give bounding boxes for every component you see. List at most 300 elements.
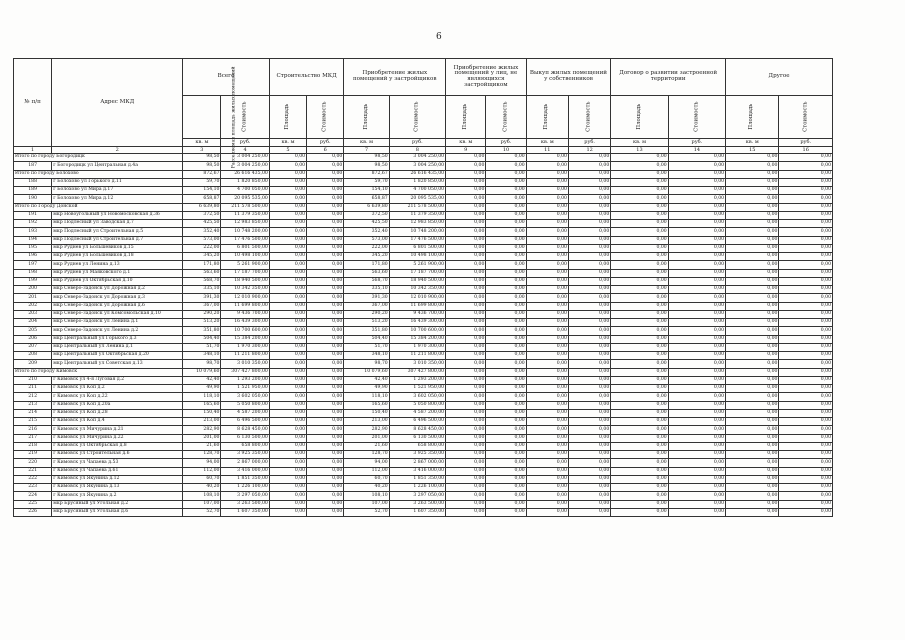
developer-area-cell: 872,67 [344,170,389,178]
unit-cost: руб. [389,139,445,147]
cost-cell: 0,00 [486,277,526,285]
developer-area-cell: 513,20 [344,319,389,327]
cost-cell: 0,00 [568,451,610,459]
resettled-area-cell: 6 639,80 [183,203,221,211]
developer-area-cell: 60,70 [344,475,389,483]
unit-area: кв. м [183,139,221,147]
area-cell: 0,00 [726,385,779,393]
developer-area-cell: 425,50 [344,220,389,228]
developer-cost-cell: 1 851 350,00 [389,475,445,483]
subtotal-label: Итого по городу Кимовск [14,368,183,376]
developer-cost-cell: 1 970 300,00 [389,343,445,351]
cost-cell: 0,00 [779,343,833,351]
address-cell: мкр Центральный ул Советская д.13 [52,360,183,368]
resettled-area-cell: 658,87 [183,195,221,203]
construction-cost-cell: 0,00 [307,508,344,516]
resettled-area-cell: 107,00 [183,500,221,508]
developer-cost-cell: 3 297 050,00 [389,492,445,500]
total-cost-cell: 3 010 350,00 [221,360,269,368]
area-cell: 0,00 [446,418,486,426]
row-number: 206 [14,335,52,343]
subtotal-row [14,203,833,211]
cost-cell: 0,00 [486,418,526,426]
cost-cell: 0,00 [568,467,610,475]
resettled-area-cell: 59,70 [183,178,221,186]
area-cell: 0,00 [526,467,568,475]
developer-cost-cell: 17 476 500,00 [389,236,445,244]
area-cell: 0,00 [526,434,568,442]
header-total: Всего [183,59,270,96]
total-cost-cell: 15 384 200,00 [221,335,269,343]
construction-cost-cell: 0,00 [307,475,344,483]
construction-area-cell: 0,00 [269,253,306,261]
developer-area-cell: 98,50 [344,162,389,170]
cost-cell: 0,00 [668,162,725,170]
cost-cell: 0,00 [779,244,833,252]
area-cell: 0,00 [611,236,668,244]
total-cost-cell: 3 004 250,00 [221,162,269,170]
cost-cell: 0,00 [568,253,610,261]
cost-cell: 0,00 [568,302,610,310]
construction-cost-cell: 0,00 [307,286,344,294]
table-row [14,467,833,475]
cost-cell: 0,00 [668,211,725,219]
table-row [14,426,833,434]
address-cell: г Кимовск ул Коп д.20а [52,401,183,409]
cost-cell: 0,00 [668,360,725,368]
construction-cost-cell: 0,00 [307,294,344,302]
cost-cell: 0,00 [779,228,833,236]
construction-cost-cell: 0,00 [307,253,344,261]
resettled-area-cell: 367,00 [183,302,221,310]
address-cell: г Кимовск ул Якунина д.2 [52,492,183,500]
area-cell: 0,00 [446,484,486,492]
construction-area-cell: 0,00 [269,261,306,269]
area-cell: 0,00 [446,277,486,285]
construction-area-cell: 0,00 [269,467,306,475]
cost-cell: 0,00 [486,409,526,417]
page-number: 6 [436,32,442,42]
area-cell: 0,00 [526,451,568,459]
address-cell: мкр Брусяный ул Угольная д.6 [52,508,183,516]
resettled-area-cell: 282,90 [183,426,221,434]
cost-cell: 0,00 [568,162,610,170]
cost-cell: 0,00 [779,253,833,261]
address-cell: мкр Северо-Задонск ул Ленина д.2 [52,327,183,335]
cost-cell: 0,00 [486,261,526,269]
table-row [14,376,833,384]
row-number: 217 [14,434,52,442]
subtotal-label: Итого по Городу Донской [14,203,183,211]
cost-cell: 0,00 [486,294,526,302]
cost-cell: 0,00 [486,187,526,195]
developer-cost-cell: 3 010 350,00 [389,360,445,368]
resettled-area-cell: 504,40 [183,335,221,343]
address-cell: мкр Руднев ул Ленина д.13 [52,261,183,269]
cost-cell: 0,00 [779,302,833,310]
developer-cost-cell: 26 616 435,00 [389,170,445,178]
area-cell: 0,00 [726,401,779,409]
total-cost-cell: 16 439 300,00 [221,319,269,327]
address-cell: г Кимовск ул Мичурина д.21 [52,426,183,434]
header-buyout: Выкуп жилых помещений у собственников [526,59,611,96]
area-cell: 0,00 [446,409,486,417]
table-row [14,409,833,417]
header-area: Площадь [446,96,486,139]
row-number: 218 [14,442,52,450]
area-cell: 0,00 [611,343,668,351]
developer-cost-cell: 16 439 300,00 [389,319,445,327]
cost-cell: 0,00 [668,220,725,228]
cost-cell: 0,00 [486,442,526,450]
construction-cost-cell: 0,00 [307,319,344,327]
area-cell: 0,00 [526,492,568,500]
subtotal-label: Итого по городу Болохово [14,170,183,178]
cost-cell: 0,00 [779,277,833,285]
table-row [14,393,833,401]
table-row [14,211,833,219]
resettled-area-cell: 98,70 [183,360,221,368]
resettled-area-cell: 52,70 [183,508,221,516]
column-number: 14 [668,147,725,154]
construction-cost-cell: 0,00 [307,500,344,508]
construction-area-cell: 0,00 [269,228,306,236]
row-number: 212 [14,393,52,401]
cost-cell: 0,00 [668,269,725,277]
header-development-contract: Договор о развитии застроенной территории [611,59,726,96]
area-cell: 0,00 [726,286,779,294]
row-number: 200 [14,286,52,294]
area-cell: 0,00 [726,195,779,203]
resettled-area-cell: 10 079,60 [183,368,221,376]
table-row [14,434,833,442]
developer-cost-cell: 6 496 500,00 [389,418,445,426]
construction-cost-cell: 0,00 [307,269,344,277]
address-cell: г Кимовск ул Октябрьская д.8 [52,442,183,450]
total-cost-cell: 1 226 100,00 [221,484,269,492]
area-cell: 0,00 [611,244,668,252]
cost-cell: 0,00 [486,343,526,351]
row-number: 223 [14,484,52,492]
cost-cell: 0,00 [486,434,526,442]
construction-area-cell: 0,00 [269,500,306,508]
cost-cell: 0,00 [779,154,833,162]
construction-area-cell: 0,00 [269,508,306,516]
area-cell: 0,00 [726,500,779,508]
column-number: 15 [726,147,779,154]
construction-cost-cell: 0,00 [307,178,344,186]
cost-cell: 0,00 [486,170,526,178]
construction-cost-cell: 0,00 [307,442,344,450]
cost-cell: 0,00 [779,319,833,327]
unit-area: кв. м [446,139,486,147]
cost-cell: 0,00 [486,335,526,343]
row-number: 203 [14,310,52,318]
cost-cell: 0,00 [486,426,526,434]
subtotal-row [14,368,833,376]
resettled-area-cell: 201,00 [183,434,221,442]
area-cell: 0,00 [726,343,779,351]
cost-cell: 0,00 [779,335,833,343]
developer-area-cell: 21,60 [344,442,389,450]
area-cell: 0,00 [446,459,486,467]
area-cell: 0,00 [726,269,779,277]
table-row [14,508,833,516]
developer-area-cell: 52,70 [344,508,389,516]
developer-cost-cell: 11 699 800,00 [389,302,445,310]
resettled-area-cell: 872,67 [183,170,221,178]
developer-area-cell: 51,70 [344,343,389,351]
developer-area-cell: 6 639,80 [344,203,389,211]
area-cell: 0,00 [726,277,779,285]
area-cell: 0,00 [446,162,486,170]
total-cost-cell: 10 498 100,00 [221,253,269,261]
cost-cell: 0,00 [486,244,526,252]
developer-cost-cell: 11 379 350,00 [389,211,445,219]
developer-cost-cell: 3 004 250,00 [389,162,445,170]
row-number: 205 [14,327,52,335]
area-cell: 0,00 [611,442,668,450]
developer-area-cell: 118,10 [344,393,389,401]
table-row [14,343,833,351]
cost-cell: 0,00 [568,426,610,434]
construction-cost-cell: 0,00 [307,492,344,500]
total-cost-cell: 3 925 350,00 [221,451,269,459]
column-number: 1 [14,147,52,154]
unit-area: кв. м [344,139,389,147]
developer-area-cell: 40,20 [344,484,389,492]
cost-cell: 0,00 [779,426,833,434]
cost-cell: 0,00 [486,154,526,162]
cost-cell: 0,00 [668,327,725,335]
header-cost: Стоимость [486,96,526,139]
area-cell: 0,00 [446,352,486,360]
cost-cell: 0,00 [668,393,725,401]
resettlement-table [13,58,833,517]
cost-cell: 0,00 [668,228,725,236]
cost-cell: 0,00 [568,236,610,244]
cost-cell: 0,00 [779,170,833,178]
row-number: 214 [14,409,52,417]
developer-area-cell: 42,40 [344,376,389,384]
construction-cost-cell: 0,00 [307,220,344,228]
cost-cell: 0,00 [668,500,725,508]
area-cell: 0,00 [611,484,668,492]
developer-cost-cell: 11 211 800,00 [389,352,445,360]
resettled-area-cell: 49,90 [183,385,221,393]
resettled-area-cell: 573,00 [183,236,221,244]
cost-cell: 0,00 [486,492,526,500]
resettled-area-cell: 42,40 [183,376,221,384]
table-row [14,500,833,508]
area-cell: 0,00 [526,253,568,261]
total-cost-cell: 10 342 350,00 [221,286,269,294]
total-cost-cell: 2 867 000,00 [221,459,269,467]
cost-cell: 0,00 [779,500,833,508]
area-cell: 0,00 [611,459,668,467]
area-cell: 0,00 [611,451,668,459]
row-number: 221 [14,467,52,475]
area-cell: 0,00 [726,178,779,186]
cost-cell: 0,00 [779,418,833,426]
developer-area-cell: 345,20 [344,253,389,261]
resettled-area-cell: 372,50 [183,211,221,219]
resettled-area-cell: 352,40 [183,228,221,236]
unit-cost: руб. [307,139,344,147]
area-cell: 0,00 [446,426,486,434]
cost-cell: 0,00 [486,220,526,228]
row-number: 195 [14,244,52,252]
developer-cost-cell: 658 800,00 [389,442,445,450]
unit-cost: руб. [486,139,526,147]
total-cost-cell: 10 748 200,00 [221,228,269,236]
cost-cell: 0,00 [568,154,610,162]
developer-area-cell: 222,00 [344,244,389,252]
developer-cost-cell: 3 925 350,00 [389,451,445,459]
cost-cell: 0,00 [568,178,610,186]
table-row [14,327,833,335]
area-cell: 0,00 [446,451,486,459]
table-row [14,187,833,195]
cost-cell: 0,00 [779,467,833,475]
resettled-area-cell: 348,10 [183,352,221,360]
construction-area-cell: 0,00 [269,327,306,335]
area-cell: 0,00 [611,409,668,417]
total-cost-cell: 3 602 050,00 [221,393,269,401]
resettled-area-cell: 335,10 [183,286,221,294]
area-cell: 0,00 [526,343,568,351]
area-cell: 0,00 [446,253,486,261]
developer-cost-cell: 5 050 800,00 [389,401,445,409]
table-row [14,294,833,302]
total-cost-cell: 17 476 500,00 [221,236,269,244]
table-row [14,484,833,492]
area-cell: 0,00 [611,162,668,170]
cost-cell: 0,00 [668,418,725,426]
address-cell: мкр Центральный ул Октябрьская д.20 [52,352,183,360]
construction-cost-cell: 0,00 [307,187,344,195]
cost-cell: 0,00 [486,368,526,376]
developer-area-cell: 154,10 [344,187,389,195]
area-cell: 0,00 [726,162,779,170]
cost-cell: 0,00 [779,294,833,302]
construction-area-cell: 0,00 [269,492,306,500]
developer-area-cell: 348,10 [344,352,389,360]
area-cell: 0,00 [726,442,779,450]
construction-area-cell: 0,00 [269,343,306,351]
column-number: 4 [221,147,269,154]
developer-cost-cell: 1 521 950,00 [389,385,445,393]
table-row [14,286,833,294]
developer-area-cell: 352,40 [344,228,389,236]
header-other: Другое [726,59,833,96]
column-number: 13 [611,147,668,154]
area-cell: 0,00 [611,277,668,285]
construction-area-cell: 0,00 [269,484,306,492]
cost-cell: 0,00 [486,253,526,261]
row-number: 191 [14,211,52,219]
row-number: 198 [14,269,52,277]
area-cell: 0,00 [726,253,779,261]
construction-area-cell: 0,00 [269,302,306,310]
construction-area-cell: 0,00 [269,409,306,417]
cost-cell: 0,00 [668,335,725,343]
area-cell: 0,00 [611,220,668,228]
total-cost-cell: 12 010 900,00 [221,294,269,302]
area-cell: 0,00 [611,475,668,483]
header-num: № п/п [14,59,52,147]
cost-cell: 0,00 [486,269,526,277]
total-cost-cell: 26 616 435,00 [221,170,269,178]
address-cell: мкр Северо-Задонск ул Комсомольская д.10 [52,310,183,318]
subtotal-row [14,154,833,162]
developer-cost-cell: 307 427 800,00 [389,368,445,376]
area-cell: 0,00 [726,467,779,475]
cost-cell: 0,00 [568,170,610,178]
address-cell: г Болохово ул Мира д.12 [52,195,183,203]
cost-cell: 0,00 [486,451,526,459]
address-cell: г Кимовск ул 4-я Луговая д.2 [52,376,183,384]
area-cell: 0,00 [726,352,779,360]
area-cell: 0,00 [526,368,568,376]
cost-cell: 0,00 [779,475,833,483]
cost-cell: 0,00 [568,409,610,417]
area-cell: 0,00 [611,319,668,327]
row-number: 213 [14,401,52,409]
row-number: 196 [14,253,52,261]
developer-cost-cell: 1 607 350,00 [389,508,445,516]
developer-area-cell: 568,70 [344,277,389,285]
area-cell: 0,00 [526,228,568,236]
construction-area-cell: 0,00 [269,244,306,252]
total-cost-cell: 3 263 500,00 [221,500,269,508]
cost-cell: 0,00 [568,442,610,450]
header-resettled-area: Расселяемая площадь жилых помещений [183,96,221,139]
column-number: 9 [446,147,486,154]
unit-area: кв. м [611,139,668,147]
address-cell: мкр Центральный ул Горького д.3 [52,335,183,343]
cost-cell: 0,00 [668,302,725,310]
row-number: 190 [14,195,52,203]
area-cell: 0,00 [726,228,779,236]
construction-cost-cell: 0,00 [307,352,344,360]
area-cell: 0,00 [446,385,486,393]
cost-cell: 0,00 [486,376,526,384]
area-cell: 0,00 [526,244,568,252]
table-row [14,418,833,426]
total-cost-cell: 3 004 250,00 [221,154,269,162]
cost-cell: 0,00 [668,178,725,186]
area-cell: 0,00 [726,187,779,195]
address-cell: мкр Подлесный ул Строительная д.7 [52,236,183,244]
construction-area-cell: 0,00 [269,385,306,393]
column-number: 7 [344,147,389,154]
cost-cell: 0,00 [668,310,725,318]
area-cell: 0,00 [726,508,779,516]
area-cell: 0,00 [726,418,779,426]
area-cell: 0,00 [526,277,568,285]
cost-cell: 0,00 [568,244,610,252]
developer-area-cell: 335,10 [344,286,389,294]
cost-cell: 0,00 [779,236,833,244]
area-cell: 0,00 [446,393,486,401]
header-area: Площадь [611,96,668,139]
total-cost-cell: 10 700 600,00 [221,327,269,335]
area-cell: 0,00 [526,459,568,467]
cost-cell: 0,00 [568,286,610,294]
area-cell: 0,00 [446,500,486,508]
resettled-area-cell: 128,70 [183,451,221,459]
